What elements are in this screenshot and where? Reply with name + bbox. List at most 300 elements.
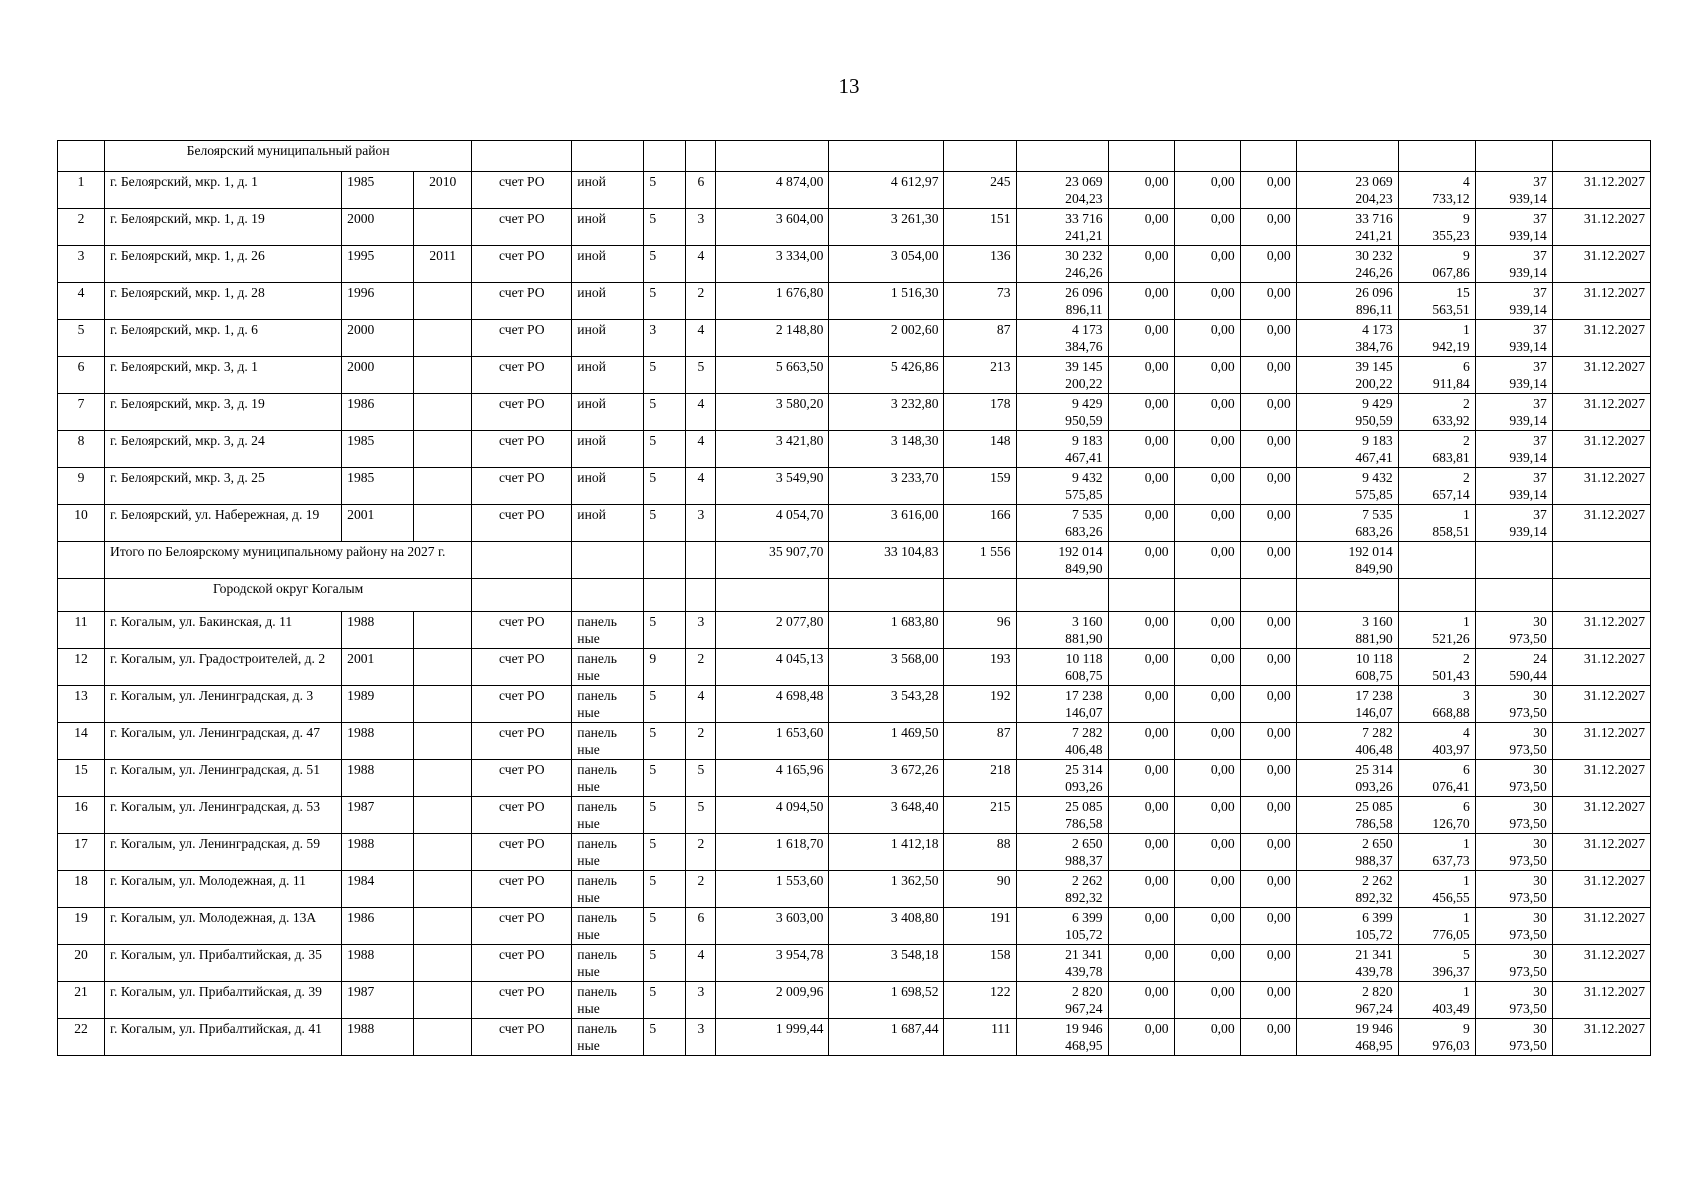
- area-total: 3 954,78: [716, 945, 829, 982]
- cost-owners: [1296, 834, 1398, 871]
- unit-limit-part: 30: [1533, 614, 1547, 629]
- fund-c: 0,00: [1240, 431, 1296, 468]
- cost-owners-part: 2 650: [1362, 836, 1393, 851]
- cost-owners: [1296, 431, 1398, 468]
- unit-limit: [1475, 505, 1552, 542]
- unit-cost-part: 456,55: [1432, 890, 1470, 905]
- unit-cost: [1398, 945, 1475, 982]
- unit-cost-part: 9: [1462, 211, 1470, 226]
- fund-b: 0,00: [1174, 982, 1240, 1019]
- unit-cost-part: 6: [1462, 762, 1470, 777]
- residents: 158: [944, 945, 1016, 982]
- unit-limit: [1475, 686, 1552, 723]
- cost-total-part: 21 341: [1065, 947, 1103, 962]
- fund-b: 0,00: [1174, 686, 1240, 723]
- cost-total: [1016, 612, 1108, 649]
- wall-material: иной: [572, 431, 644, 468]
- floors: 5: [644, 686, 686, 723]
- unit-cost-part: 2: [1462, 433, 1470, 448]
- wall-material-part: панель: [577, 873, 617, 888]
- cost-total-part: 7 282: [1071, 725, 1103, 740]
- row-number: 15: [58, 760, 105, 797]
- cost-total-part: 6 399: [1071, 910, 1103, 925]
- section-blank: [472, 141, 572, 172]
- wall-material: [572, 612, 644, 649]
- total-blank: [644, 542, 686, 579]
- unit-limit: [1475, 797, 1552, 834]
- completion-date: 31.12.2027: [1552, 612, 1650, 649]
- wall-material: иной: [572, 283, 644, 320]
- unit-cost-part: 5: [1462, 947, 1470, 962]
- section-blank: [1398, 579, 1475, 612]
- total-cost: [1016, 542, 1108, 579]
- section-blank: [1240, 579, 1296, 612]
- year-built: 1988: [342, 760, 414, 797]
- cost-total-part: 892,32: [1065, 890, 1103, 905]
- entrances: 4: [686, 394, 716, 431]
- fund-c: 0,00: [1240, 246, 1296, 283]
- cost-total-part: 406,48: [1065, 742, 1103, 757]
- section-blank: [716, 579, 829, 612]
- fund-c: 0,00: [1240, 394, 1296, 431]
- wall-material: [572, 649, 644, 686]
- unit-limit-part: 939,14: [1509, 524, 1547, 539]
- unit-cost: [1398, 612, 1475, 649]
- table-row: [58, 505, 1651, 542]
- area-total: 4 094,50: [716, 797, 829, 834]
- account-type: счет РО: [472, 209, 572, 246]
- year-renovated: [414, 760, 472, 797]
- cost-owners: [1296, 209, 1398, 246]
- unit-cost-part: 1: [1462, 836, 1470, 851]
- year-renovated: [414, 357, 472, 394]
- floors: 5: [644, 209, 686, 246]
- table-row: [58, 612, 1651, 649]
- unit-cost: [1398, 982, 1475, 1019]
- cost-total: [1016, 908, 1108, 945]
- address: г. Белоярский, ул. Набережная, д. 19: [105, 505, 342, 542]
- wall-material: иной: [572, 357, 644, 394]
- cost-total: [1016, 394, 1108, 431]
- cost-owners-part: 4 173: [1362, 322, 1393, 337]
- cost-owners: [1296, 320, 1398, 357]
- cost-total-part: 9 432: [1071, 470, 1103, 485]
- total-cost-owners-part: 849,90: [1355, 561, 1393, 576]
- total-cost-owners: [1296, 542, 1398, 579]
- address: г. Когалым, ул. Ленинградская, д. 53: [105, 797, 342, 834]
- cost-total-part: 19 946: [1065, 1021, 1103, 1036]
- floors: 5: [644, 468, 686, 505]
- cost-owners-part: 406,48: [1355, 742, 1393, 757]
- account-type: счет РО: [472, 468, 572, 505]
- unit-limit-part: 939,14: [1509, 265, 1547, 280]
- section-blank: [1296, 579, 1398, 612]
- section-blank: [1552, 579, 1650, 612]
- floors: 5: [644, 431, 686, 468]
- entrances: 2: [686, 649, 716, 686]
- wall-material: иной: [572, 320, 644, 357]
- cost-total-part: 384,76: [1065, 339, 1103, 354]
- unit-cost-part: 126,70: [1432, 816, 1470, 831]
- fund-c: 0,00: [1240, 686, 1296, 723]
- unit-limit-part: 37: [1533, 211, 1547, 226]
- total-cost-part: 849,90: [1065, 561, 1103, 576]
- fund-a: 0,00: [1108, 283, 1174, 320]
- year-built: 2000: [342, 357, 414, 394]
- account-type: счет РО: [472, 723, 572, 760]
- unit-limit-part: 973,50: [1509, 705, 1547, 720]
- cost-owners: [1296, 246, 1398, 283]
- unit-cost-part: 1: [1462, 873, 1470, 888]
- fund-b: 0,00: [1174, 246, 1240, 283]
- cost-owners-part: 7 535: [1362, 507, 1393, 522]
- wall-material-part: ные: [577, 853, 600, 868]
- entrances: 4: [686, 686, 716, 723]
- unit-limit-part: 30: [1533, 910, 1547, 925]
- unit-cost-part: 1: [1462, 984, 1470, 999]
- unit-limit: [1475, 908, 1552, 945]
- cost-owners-part: 439,78: [1355, 964, 1393, 979]
- year-renovated: [414, 871, 472, 908]
- fund-a: 0,00: [1108, 908, 1174, 945]
- year-built: 1988: [342, 723, 414, 760]
- unit-limit-part: 30: [1533, 984, 1547, 999]
- area-total: 5 663,50: [716, 357, 829, 394]
- cost-total-part: 950,59: [1065, 413, 1103, 428]
- fund-c: 0,00: [1240, 760, 1296, 797]
- area-living: 1 412,18: [829, 834, 944, 871]
- fund-b: 0,00: [1174, 283, 1240, 320]
- residents: 245: [944, 172, 1016, 209]
- area-total: 3 604,00: [716, 209, 829, 246]
- year-built: 1988: [342, 612, 414, 649]
- year-renovated: [414, 209, 472, 246]
- unit-cost-part: 637,73: [1432, 853, 1470, 868]
- fund-b: 0,00: [1174, 908, 1240, 945]
- cost-owners: [1296, 945, 1398, 982]
- cost-total: [1016, 246, 1108, 283]
- row-number: 5: [58, 320, 105, 357]
- year-renovated: [414, 649, 472, 686]
- unit-limit-part: 37: [1533, 470, 1547, 485]
- completion-date: 31.12.2027: [1552, 982, 1650, 1019]
- unit-limit: [1475, 357, 1552, 394]
- wall-material-part: панель: [577, 1021, 617, 1036]
- area-total: 1 999,44: [716, 1019, 829, 1056]
- entrances: 2: [686, 834, 716, 871]
- unit-limit-part: 939,14: [1509, 228, 1547, 243]
- section-blank: [1398, 141, 1475, 172]
- area-living: 3 672,26: [829, 760, 944, 797]
- wall-material: иной: [572, 172, 644, 209]
- account-type: счет РО: [472, 982, 572, 1019]
- wall-material-part: панель: [577, 725, 617, 740]
- year-renovated: [414, 834, 472, 871]
- unit-cost-part: 9: [1462, 1021, 1470, 1036]
- fund-c: 0,00: [1240, 209, 1296, 246]
- cost-total-part: 10 118: [1065, 651, 1103, 666]
- unit-cost-part: 403,97: [1432, 742, 1470, 757]
- unit-cost: [1398, 723, 1475, 760]
- area-living: 3 548,18: [829, 945, 944, 982]
- cost-owners: [1296, 871, 1398, 908]
- unit-cost-part: 976,03: [1432, 1038, 1470, 1053]
- year-built: 1987: [342, 982, 414, 1019]
- row-number: 3: [58, 246, 105, 283]
- unit-limit-part: 973,50: [1509, 779, 1547, 794]
- table-row: [58, 945, 1651, 982]
- row-number: 19: [58, 908, 105, 945]
- cost-owners-part: 17 238: [1355, 688, 1393, 703]
- fund-a: 0,00: [1108, 945, 1174, 982]
- fund-c: 0,00: [1240, 723, 1296, 760]
- floors: 5: [644, 172, 686, 209]
- entrances: 3: [686, 982, 716, 1019]
- area-total: 2 148,80: [716, 320, 829, 357]
- unit-cost: [1398, 246, 1475, 283]
- cost-owners: [1296, 172, 1398, 209]
- fund-a: 0,00: [1108, 172, 1174, 209]
- area-total: 3 549,90: [716, 468, 829, 505]
- floors: 5: [644, 760, 686, 797]
- floors: 5: [644, 908, 686, 945]
- area-total: 1 553,60: [716, 871, 829, 908]
- cost-owners-part: 093,26: [1355, 779, 1393, 794]
- completion-date: 31.12.2027: [1552, 908, 1650, 945]
- residents: 122: [944, 982, 1016, 1019]
- fund-b: 0,00: [1174, 468, 1240, 505]
- year-renovated: 2010: [414, 172, 472, 209]
- unit-limit: [1475, 834, 1552, 871]
- entrances: 6: [686, 908, 716, 945]
- row-number: 17: [58, 834, 105, 871]
- section-blank: [1016, 579, 1108, 612]
- total-area-living: 33 104,83: [829, 542, 944, 579]
- table-row: [58, 431, 1651, 468]
- cost-total-part: 26 096: [1065, 285, 1103, 300]
- unit-limit: [1475, 320, 1552, 357]
- cost-owners-part: 146,07: [1355, 705, 1393, 720]
- row-number: 9: [58, 468, 105, 505]
- total-blank: [686, 542, 716, 579]
- unit-cost-part: 355,23: [1432, 228, 1470, 243]
- section-blank: [572, 141, 644, 172]
- completion-date: 31.12.2027: [1552, 834, 1650, 871]
- year-built: 1989: [342, 686, 414, 723]
- cost-total-part: 204,23: [1065, 191, 1103, 206]
- cost-total-part: 146,07: [1065, 705, 1103, 720]
- unit-limit: [1475, 945, 1552, 982]
- unit-limit-part: 30: [1533, 836, 1547, 851]
- housing-repair-table: [57, 140, 1651, 1056]
- cost-total: [1016, 172, 1108, 209]
- completion-date: 31.12.2027: [1552, 945, 1650, 982]
- cost-total-part: 896,11: [1065, 302, 1103, 317]
- section-blank: [1174, 579, 1240, 612]
- account-type: счет РО: [472, 283, 572, 320]
- cost-owners-part: 2 820: [1362, 984, 1393, 999]
- unit-limit-part: 973,50: [1509, 853, 1547, 868]
- unit-limit-part: 973,50: [1509, 631, 1547, 646]
- year-built: 1988: [342, 834, 414, 871]
- unit-limit-part: 30: [1533, 799, 1547, 814]
- area-living: 5 426,86: [829, 357, 944, 394]
- unit-limit: [1475, 209, 1552, 246]
- entrances: 3: [686, 209, 716, 246]
- area-total: 4 045,13: [716, 649, 829, 686]
- area-total: 3 334,00: [716, 246, 829, 283]
- cost-total-part: 246,26: [1065, 265, 1103, 280]
- unit-cost-part: 403,49: [1432, 1001, 1470, 1016]
- fund-c: 0,00: [1240, 283, 1296, 320]
- wall-material: [572, 686, 644, 723]
- area-living: 3 616,00: [829, 505, 944, 542]
- unit-cost-part: 1: [1462, 614, 1470, 629]
- total-label: Итого по Белоярскому муниципальному району на 2027 г.: [105, 542, 472, 579]
- residents: 151: [944, 209, 1016, 246]
- section-blank: [1475, 579, 1552, 612]
- fund-c: 0,00: [1240, 468, 1296, 505]
- account-type: счет РО: [472, 797, 572, 834]
- fund-a: 0,00: [1108, 982, 1174, 1019]
- cost-total: [1016, 431, 1108, 468]
- wall-material-part: панель: [577, 762, 617, 777]
- address: г. Когалым, ул. Ленинградская, д. 3: [105, 686, 342, 723]
- unit-cost: [1398, 468, 1475, 505]
- cost-total-part: 105,72: [1065, 927, 1103, 942]
- account-type: счет РО: [472, 834, 572, 871]
- table-row: [58, 246, 1651, 283]
- row-number: 22: [58, 1019, 105, 1056]
- area-living: 1 683,80: [829, 612, 944, 649]
- row-number: 2: [58, 209, 105, 246]
- cost-owners: [1296, 357, 1398, 394]
- area-living: 3 054,00: [829, 246, 944, 283]
- floors: 5: [644, 505, 686, 542]
- address: г. Когалым, ул. Ленинградская, д. 47: [105, 723, 342, 760]
- completion-date: 31.12.2027: [1552, 357, 1650, 394]
- cost-total-part: 439,78: [1065, 964, 1103, 979]
- address: г. Когалым, ул. Ленинградская, д. 51: [105, 760, 342, 797]
- unit-limit-part: 37: [1533, 396, 1547, 411]
- completion-date: 31.12.2027: [1552, 209, 1650, 246]
- floors: 5: [644, 945, 686, 982]
- unit-limit: [1475, 723, 1552, 760]
- fund-a: 0,00: [1108, 760, 1174, 797]
- cost-owners-part: 950,59: [1355, 413, 1393, 428]
- account-type: счет РО: [472, 357, 572, 394]
- total-fund-a: 0,00: [1108, 542, 1174, 579]
- account-type: счет РО: [472, 394, 572, 431]
- residents: 193: [944, 649, 1016, 686]
- unit-cost-part: 521,26: [1432, 631, 1470, 646]
- fund-a: 0,00: [1108, 394, 1174, 431]
- cost-owners-part: 892,32: [1355, 890, 1393, 905]
- cost-total-part: 575,85: [1065, 487, 1103, 502]
- cost-total-part: 786,58: [1065, 816, 1103, 831]
- entrances: 4: [686, 945, 716, 982]
- unit-cost-part: 657,14: [1432, 487, 1470, 502]
- section-blank: [644, 141, 686, 172]
- cost-owners-part: 468,95: [1355, 1038, 1393, 1053]
- cost-owners-part: 21 341: [1355, 947, 1393, 962]
- section-blank: [644, 579, 686, 612]
- unit-cost-part: 1: [1462, 507, 1470, 522]
- cost-total-part: 25 085: [1065, 799, 1103, 814]
- wall-material-part: ные: [577, 964, 600, 979]
- fund-c: 0,00: [1240, 908, 1296, 945]
- cost-total: [1016, 209, 1108, 246]
- floors: 5: [644, 723, 686, 760]
- total-blank: [1475, 542, 1552, 579]
- entrances: 6: [686, 172, 716, 209]
- fund-b: 0,00: [1174, 209, 1240, 246]
- cost-total-part: 33 716: [1065, 211, 1103, 226]
- unit-limit-part: 973,50: [1509, 964, 1547, 979]
- floors: 5: [644, 797, 686, 834]
- unit-cost: [1398, 1019, 1475, 1056]
- cost-owners-part: 105,72: [1355, 927, 1393, 942]
- residents: 191: [944, 908, 1016, 945]
- section-blank: [1552, 141, 1650, 172]
- unit-cost: [1398, 505, 1475, 542]
- cost-owners-part: 967,24: [1355, 1001, 1393, 1016]
- total-residents: 1 556: [944, 542, 1016, 579]
- year-renovated: [414, 320, 472, 357]
- unit-limit: [1475, 649, 1552, 686]
- account-type: счет РО: [472, 686, 572, 723]
- cost-owners-part: 575,85: [1355, 487, 1393, 502]
- unit-cost-part: 1: [1462, 322, 1470, 337]
- cost-total: [1016, 871, 1108, 908]
- fund-a: 0,00: [1108, 686, 1174, 723]
- row-number: 14: [58, 723, 105, 760]
- total-blank: [1398, 542, 1475, 579]
- cost-owners: [1296, 468, 1398, 505]
- wall-material-part: панель: [577, 910, 617, 925]
- unit-cost: [1398, 357, 1475, 394]
- entrances: 4: [686, 320, 716, 357]
- row-number: 8: [58, 431, 105, 468]
- fund-b: 0,00: [1174, 320, 1240, 357]
- unit-limit: [1475, 431, 1552, 468]
- area-living: 1 469,50: [829, 723, 944, 760]
- total-cost-part: 192 014: [1058, 544, 1103, 559]
- area-living: 3 261,30: [829, 209, 944, 246]
- table-row: [58, 209, 1651, 246]
- completion-date: 31.12.2027: [1552, 394, 1650, 431]
- unit-limit-part: 973,50: [1509, 1038, 1547, 1053]
- residents: 88: [944, 834, 1016, 871]
- area-total: 2 077,80: [716, 612, 829, 649]
- completion-date: 31.12.2027: [1552, 871, 1650, 908]
- row-number: 7: [58, 394, 105, 431]
- cost-owners: [1296, 1019, 1398, 1056]
- residents: 96: [944, 612, 1016, 649]
- cost-total: [1016, 834, 1108, 871]
- unit-limit: [1475, 760, 1552, 797]
- fund-b: 0,00: [1174, 612, 1240, 649]
- floors: 5: [644, 612, 686, 649]
- cost-total-part: 988,37: [1065, 853, 1103, 868]
- cost-owners-part: 881,90: [1355, 631, 1393, 646]
- fund-a: 0,00: [1108, 871, 1174, 908]
- section-blank: [829, 579, 944, 612]
- residents: 178: [944, 394, 1016, 431]
- account-type: счет РО: [472, 908, 572, 945]
- fund-a: 0,00: [1108, 834, 1174, 871]
- year-renovated: [414, 723, 472, 760]
